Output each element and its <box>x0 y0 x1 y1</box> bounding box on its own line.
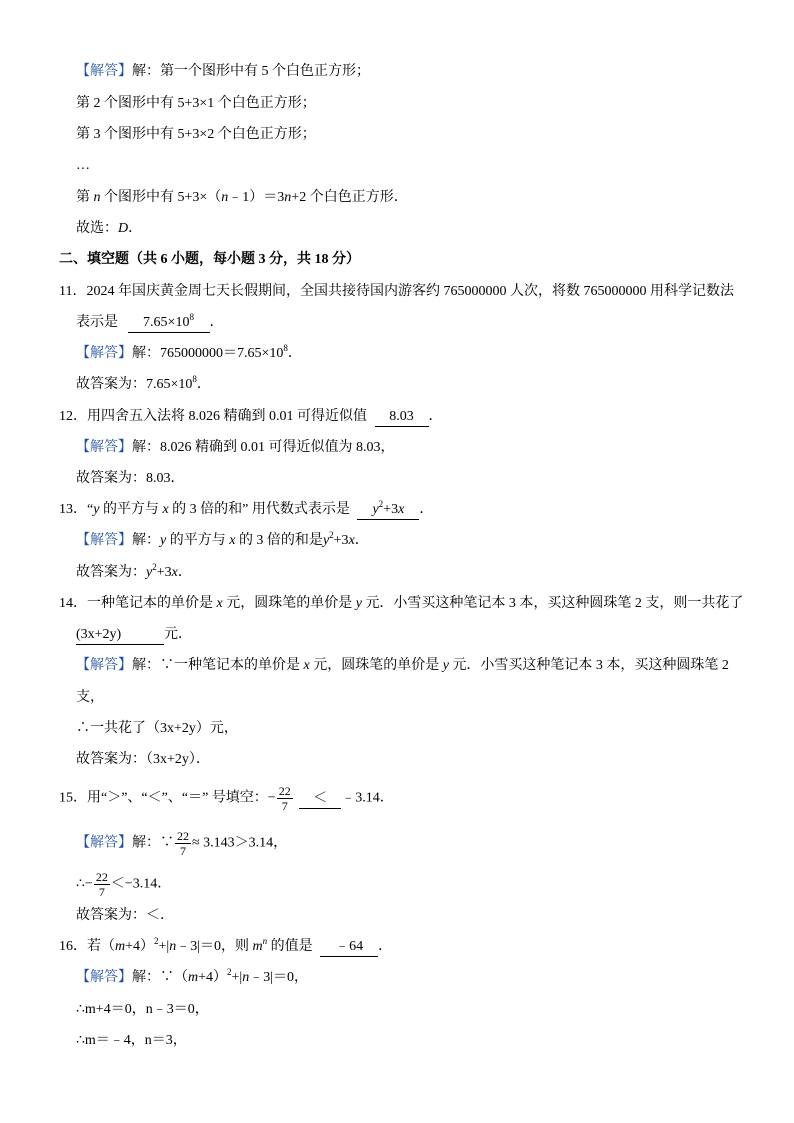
q10-solution-line-2: 第 2 个图形中有 5+3×1 个白色正方形； <box>76 96 316 111</box>
q14-solution-line-2: 支， <box>76 690 104 705</box>
q16-solution-line-3: ∴m＝﹣4，n＝3， <box>76 1033 187 1048</box>
q15-solution-line-2: ∴− $\frac{22}{7}$ ＜−3.14． <box>76 870 172 899</box>
fraction-22-7: $\frac{22}{7}$ <box>177 829 189 858</box>
q13-stem: 13．“y 的平方与 x 的 3 倍的和” 用代数式表示是 $y^2+3x$ ． <box>59 500 433 520</box>
q13-solution: 【解答】解：y 的平方与 x 的 3 倍的和是$y^2+3x$． <box>76 530 369 548</box>
q10-solution-line-1: 【解答】解：第一个图形中有 5 个白色正方形； <box>76 64 370 79</box>
solution-tag: 【解答】 <box>76 346 132 361</box>
q16-solution-line-2: ∴m+4＝0，n﹣3＝0， <box>76 1002 209 1017</box>
fraction-22-7: $\frac{22}{7}$ <box>278 784 291 813</box>
q14-answer-blank: (3x+2y) <box>76 626 164 645</box>
q11-answer-blank: $7.65\times 10^8$ <box>128 314 210 333</box>
q11-solution: 【解答】解：$765000000=7.65\times 10^8$． <box>76 343 302 361</box>
q15-answer-blank: ＜ <box>299 790 341 809</box>
section-heading: 二、填空题（共 6 小题，每小题 3 分，共 18 分） <box>59 252 360 267</box>
q15-stem: 15．用“＞”、“＜”、“＝” 号填空：− $\frac{22}{7}$ ＜ ﹣3.14． <box>59 784 394 813</box>
q10-final-answer: 故选：D． <box>76 221 143 236</box>
q15-final-answer: 故答案为：＜． <box>76 908 174 923</box>
q13-final-answer: 故答案为：$y^2+3x$． <box>76 562 192 580</box>
q10-solution-line-3: 第 3 个图形中有 5+3×2 个白色正方形； <box>76 127 316 142</box>
q11-stem-line-1: 11．2024 年国庆黄金周七天长假期间，全国共接待国内游客约 765000000 人次，将数 765000000 用科学记数法 <box>59 284 734 299</box>
q15-solution: 【解答】解：∵ $\frac{22}{7}$ ≈ 3.143＞3.14， <box>76 829 288 858</box>
q14-solution-line-1: 【解答】解：∵一种笔记本的单价是 x 元，圆珠笔的单价是 y 元．小雪买这种笔记本 3 本，买这种圆珠笔 2 <box>76 658 729 673</box>
q14-final-answer: 故答案为：（3x+2y）． <box>76 752 210 767</box>
solution-tag: 【解答】 <box>76 533 132 548</box>
q13-answer-blank: $y^2+3x$ <box>357 501 419 520</box>
q16-stem: 16．若$(m+4)^2+|n﹣3|=0$，则 $m^n$ 的值是 ﹣64 ． <box>59 937 392 957</box>
q12-final-answer: 故答案为：8.03． <box>76 471 185 486</box>
q12-answer-blank: 8.03 <box>375 408 429 427</box>
q14-solution-line-3: ∴一共花了（3x+2y）元， <box>76 721 238 736</box>
solution-tag: 【解答】 <box>76 970 132 985</box>
q12-solution: 【解答】解：8.026 精确到 0.01 可得近似值为 8.03， <box>76 440 395 455</box>
q11-final-answer: 故答案为：$7.65\times 10^8$． <box>76 374 211 392</box>
q14-stem-line-2: (3x+2y) 元． <box>76 625 192 645</box>
solution-tag: 【解答】 <box>76 658 132 673</box>
q16-answer-blank: ﹣64 <box>320 938 378 957</box>
solution-tag: 【解答】 <box>76 64 132 79</box>
solution-tag: 【解答】 <box>76 440 132 455</box>
q10-solution-ellipsis: … <box>76 158 90 173</box>
q10-solution-line-5: 第 n 个图形中有 5+3×（n﹣1）＝3n+2 个白色正方形． <box>76 190 408 205</box>
q16-solution: 【解答】解：$\because(m+4)^2+|n﹣3|=0$， <box>76 967 309 985</box>
fraction-22-7: $\frac{22}{7}$ <box>95 870 108 899</box>
q14-stem-line-1: 14．一种笔记本的单价是 x 元，圆珠笔的单价是 y 元．小雪买这种笔记本 3 本，买这种圆珠笔 2 支，则一共花了 <box>59 596 744 611</box>
solution-tag: 【解答】 <box>76 835 132 851</box>
q12-stem: 12．用四舍五入法将 8.026 精确到 0.01 可得近似值 8.03 ． <box>59 407 443 427</box>
q11-stem-line-2: 表示是 $7.65\times 10^8$ ． <box>76 313 224 333</box>
